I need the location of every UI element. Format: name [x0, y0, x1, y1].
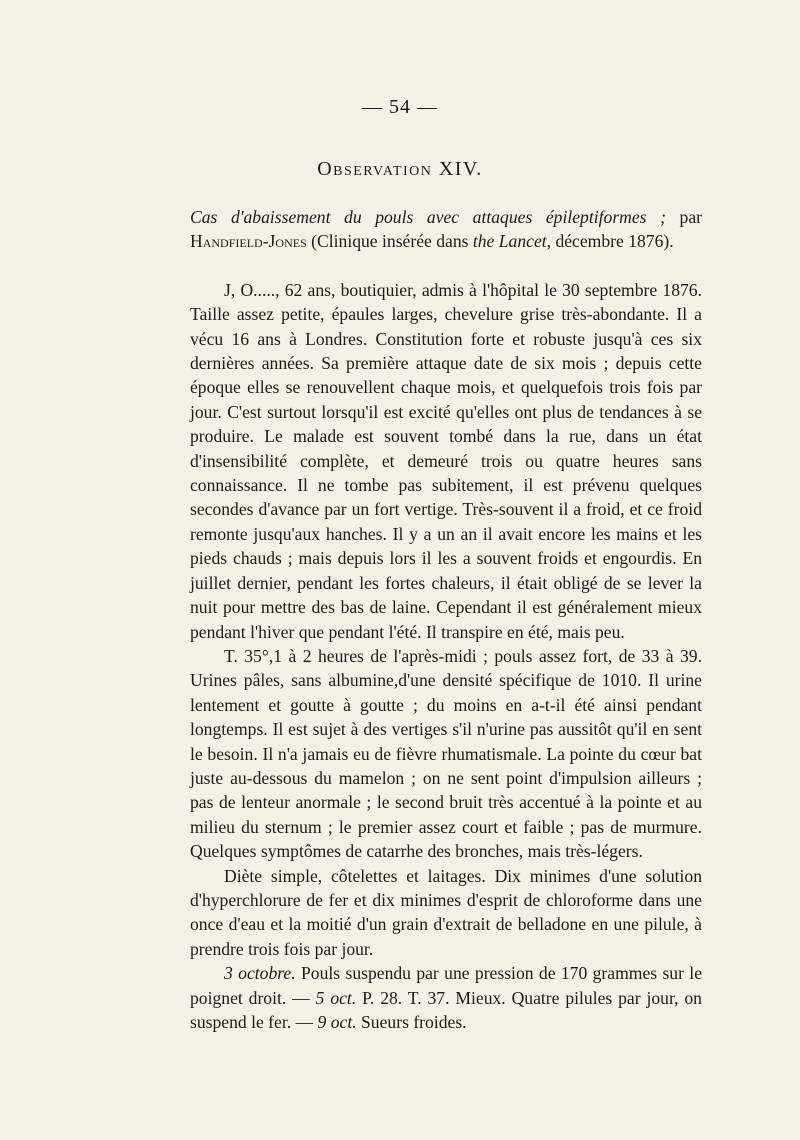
- observation-title: Observation XIV.: [317, 158, 483, 180]
- case-source-prefix: (Clinique insérée dans: [306, 231, 473, 252]
- paragraph-history: J, O....., 62 ans, boutiquier, admis à l'hôpital le 30 septembre 1876. Taille assez petite, épaules larges, chevelure grise très-abondante. Il a vécu 16 ans à Londres. Constitution forte et robuste jusqu'à ces six dernières années. Sa première attaque date de six mois ; depuis cette époque elles se renouvellent chaque mois, et quelquefois trois fois par jour. C'est surtout lorsqu'il est excité qu'elles ont plus de tendances à se produire. Le malade est souvent tombé dans la rue, dans un état d'insensibilité complète, et demeuré trois ou quatre heures sans connaissance. Il ne tombe pas subitement, il est prévenu quelques secondes d'avance par un fort vertige. Très-souvent il a froid, et ce froid remonte jusqu'aux hanches. Il y a un an il avait encore les mains et les pieds chauds ; mais depuis lors il les a souvent froids et engourdis. En juillet dernier, pendant les fortes chaleurs, il était obligé de se lever la nuit pour mettre des bas de laine. Cependant il est généralement mieux pendant l'hiver que pendant l'été. Il transpire en été, mais peu.: [190, 279, 702, 642]
- case-header: [190, 205, 702, 254]
- case-by: par: [665, 207, 702, 227]
- followup-date-1: 3 octobre.: [224, 963, 296, 984]
- page-number: — 54 —: [362, 96, 438, 118]
- followup-date-2: 5 oct.: [315, 987, 357, 1008]
- paragraph-treatment: Diète simple, côtelettes et laitages. Dix minimes d'une solution d'hyperchlorure de fer et dix minimes d'esprit de chloroforme dans une once d'eau et la moitié d'un grain d'extrait de belladone en une pilule, à prendre trois fois par jour.: [190, 865, 702, 959]
- case-author: Handfield-Jones: [190, 231, 307, 252]
- followup-text-1: Pouls suspendu par une pression de 170 grammes sur le poignet droit. —: [190, 963, 703, 1008]
- paragraph-examination: T. 35°,1 à 2 heures de l'après-midi ; pouls assez fort, de 33 à 39. Urines pâles, sans albumine,d'une densité spécifique de 1010. Il urine lentement et goutte à goutte ; du moins en a-t-il été ainsi pendant longtemps. Il est sujet à des vertiges s'il n'urine pas aussitôt qu'il en sent le besoin. Il n'a jamais eu de fièvre rhumatismale. La pointe du cœur bat juste au-dessous du mamelon ; on ne sent point d'impulsion ailleurs ; pas de lenteur anormale ; le second bruit très accentué à la pointe et au milieu du sternum ; le premier assez court et faible ; pas de murmure. Quelques symptômes de catarrhe des bronches, mais très-légers.: [190, 645, 702, 862]
- case-title: Cas d'abaissement du pouls avec attaques épileptiformes ;: [190, 207, 666, 227]
- followup-text-3: Sueurs froides.: [356, 1012, 467, 1032]
- followup-text-2: P. 28. T. 37. Mieux. Quatre pilules par jour, on suspend le fer. —: [190, 987, 702, 1032]
- case-source-suffix: , décembre 1876).: [546, 231, 674, 252]
- followup-date-3: 9 oct.: [317, 1012, 357, 1032]
- case-journal: the Lancet: [472, 231, 547, 252]
- page-body: [190, 205, 702, 1034]
- paragraph-followup: [190, 961, 702, 1034]
